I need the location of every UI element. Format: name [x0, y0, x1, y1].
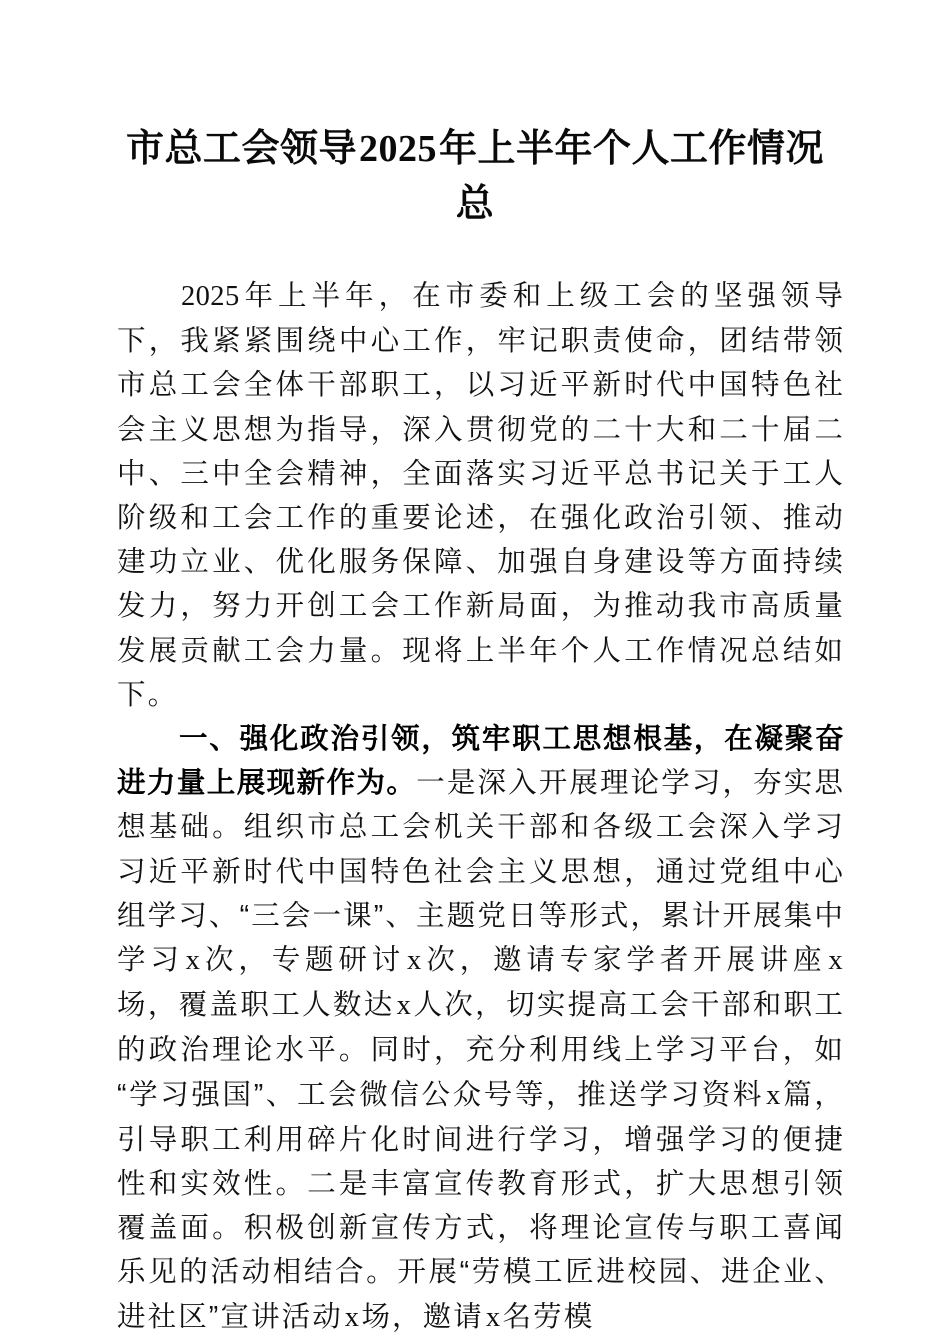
section-one-body-2: 次，专题研讨: [202, 944, 406, 977]
placeholder-x-2: x: [407, 945, 422, 977]
page-title-text-b: 年上半年个人工作情况总: [439, 128, 825, 225]
section-one-body-3: 次，邀请专家学者开展讲座: [423, 944, 827, 977]
intro-text: 年上半年，在市委和上级工会的坚强领导下，我紧紧围绕中心工作，牢记职责使命，团结带领市总工会全体干部职工，以习近平新时代中国特色社会主义思想为指导，深入贯彻党的二十大和二十届二中、三中全会精神，全面落实习近平总书记关于工人阶级和工会工作的重要论述，在强化政治引领、推动建功立业、优化服务保障、加强自身建设等方面持续发力，努力开创工会工作新局面，为推动我市高质量发展贡献工会力量。现将上半年个人工作情况总结如下。: [117, 280, 845, 711]
placeholder-x-5: x: [766, 1079, 781, 1111]
document-body: [117, 274, 845, 1340]
page-title-text-a: 市总工会领导: [125, 128, 357, 170]
placeholder-x-4: x: [396, 990, 412, 1022]
page-title: [0, 0, 950, 232]
placeholder-x-6: x: [344, 1301, 360, 1333]
section-one-heading: 一、强化政治引领，筑牢职工思想根基，在凝聚奋进力量上展现新作为。: [117, 723, 845, 800]
placeholder-x-1: x: [185, 945, 201, 977]
paragraph-intro: [117, 274, 845, 717]
section-one-body-8: 名劳模: [502, 1300, 595, 1333]
section-one-body-6: 篇，引导职工利用碎片化时间进行学习，增强学习的便捷性和实效性。二是丰富宣传教育形式，扩大思想引领覆盖面。积极创新宣传方式，将理论宣传与职工喜闻乐见的活动相结合。开展“劳模工匠进校园、进企业、进社区”宣讲活动: [117, 1078, 845, 1333]
page-title-year: 2025: [359, 128, 437, 170]
placeholder-x-3: x: [828, 945, 843, 977]
section-one-body-7: 场，邀请: [361, 1300, 484, 1333]
section-one-body-5: 人次，切实提高工会干部和职工的政治理论水平。同时，充分利用线上学习平台，如“学习强国”、工会微信公众号等，推送学习资料: [117, 989, 846, 1111]
placeholder-x-7: x: [485, 1301, 501, 1333]
section-one-body-1: 一是深入开展理论学习，夯实思想基础。组织市总工会机关干部和各级工会深入学习习近平新时代中国特色社会主义思想，通过党组中心组学习、“三会一课”、主题党日等形式，累计开展集中学习: [117, 767, 845, 977]
section-one-body-4: 场，覆盖职工人数达: [117, 989, 395, 1022]
intro-year: 2025: [181, 281, 240, 312]
paragraph-section-one: [117, 717, 845, 1340]
